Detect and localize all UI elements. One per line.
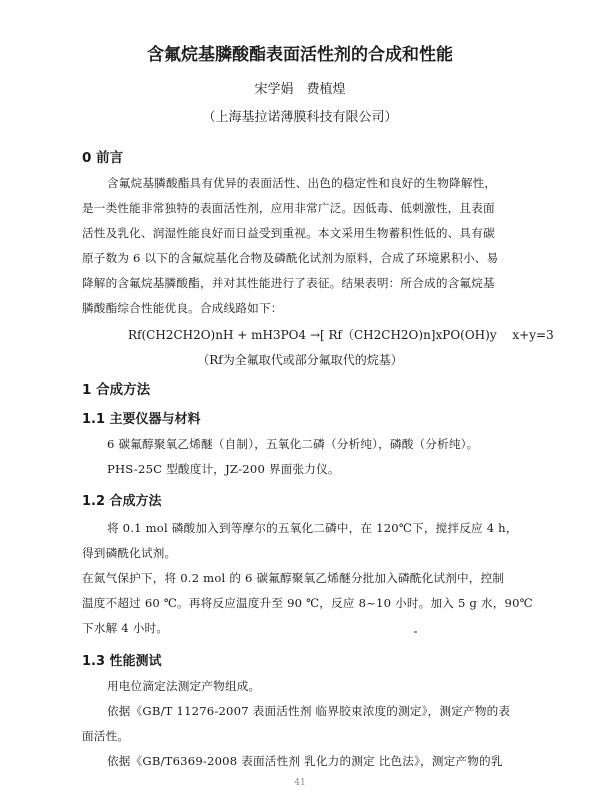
section-0-heading: 0 前言 — [82, 150, 124, 166]
paragraph-line: 下水解 4 小时。 — [82, 621, 169, 635]
formula-note: （Rf为全氟取代或部分氟取代的烷基） — [197, 353, 403, 367]
paragraph-line: 依据《GB/T 11276-2007 表面活性剂 临界胶束浓度的测定》，测定产物的表 — [107, 704, 511, 718]
paper-authors: 宋学娟 费植煌 — [254, 82, 346, 97]
paper-title: 含氟烷基膦酸酯表面活性剂的合成和性能 — [147, 45, 453, 65]
paragraph-line: 用电位滴定法测定产物组成。 — [107, 679, 261, 693]
paragraph-line: 得到磷酰化试剂。 — [82, 546, 177, 560]
paragraph-line: 含氟烷基膦酸酯具有优异的表面活性、出色的稳定性和良好的生物降解性， — [107, 176, 497, 190]
paragraph-line: 在氮气保护下，将 0.2 mol 的 6 碳氟醇聚氧乙烯醚分批加入磷酰化试剂中，控制 — [82, 571, 505, 585]
paragraph-line: 是一类性能非常独特的表面活性剂，应用非常广泛。因低毒、低刺激性，且表面 — [82, 201, 495, 215]
page-number: 41 — [294, 778, 306, 788]
paragraph-line: 温度不超过 60 ℃。再将反应温度升至 90 ℃，反应 8~10 小时。加入 5 g 水，90℃ — [82, 596, 533, 610]
paragraph-line: 6 碳氟醇聚氧乙烯醚（自制），五氧化二磷（分析纯），磷酸（分析纯）。 — [107, 437, 479, 451]
section-1-2-heading: 1.2 合成方法 — [82, 494, 162, 509]
section-1-1-heading: 1.1 主要仪器与材料 — [82, 412, 201, 427]
paragraph-line: 原子数为 6 以下的含氟烷基化合物及磷酰化试剂为原料，合成了环境累积小、易 — [82, 251, 499, 265]
paragraph-line: 膦酸酯综合性能优良。合成线路如下： — [82, 301, 283, 315]
scan-speck — [414, 631, 417, 633]
paragraph-line: 面活性。 — [82, 729, 130, 743]
paragraph-line: 活性及乳化、润湿性能良好而日益受到重视。本文采用生物蓄积性低的、具有碳 — [82, 226, 495, 240]
paragraph-line: 降解的含氟烷基膦酸酯，并对其性能进行了表征。结果表明：所合成的含氟烷基 — [82, 276, 495, 290]
paper-affiliation: （上海基拉诺薄膜科技有限公司） — [202, 110, 398, 125]
paragraph-line: 将 0.1 mol 磷酸加入到等摩尔的五氧化二磷中，在 120℃下，搅拌反应 4 h， — [107, 521, 518, 535]
paragraph-line: PHS-25C 型酸度计，JZ-200 界面张力仪。 — [107, 462, 340, 476]
section-1-heading: 1 合成方法 — [82, 382, 151, 398]
paragraph-line: 依据《GB/T6369-2008 表面活性剂 乳化力的测定 比色法》，测定产物的乳 — [107, 754, 503, 768]
section-1-3-heading: 1.3 性能测试 — [82, 654, 162, 669]
reaction-formula: Rf(CH2CH2O)nH + mH3PO4 →[ Rf（CH2CH2O)n]xPO(OH)y x+y=3 — [128, 328, 554, 342]
